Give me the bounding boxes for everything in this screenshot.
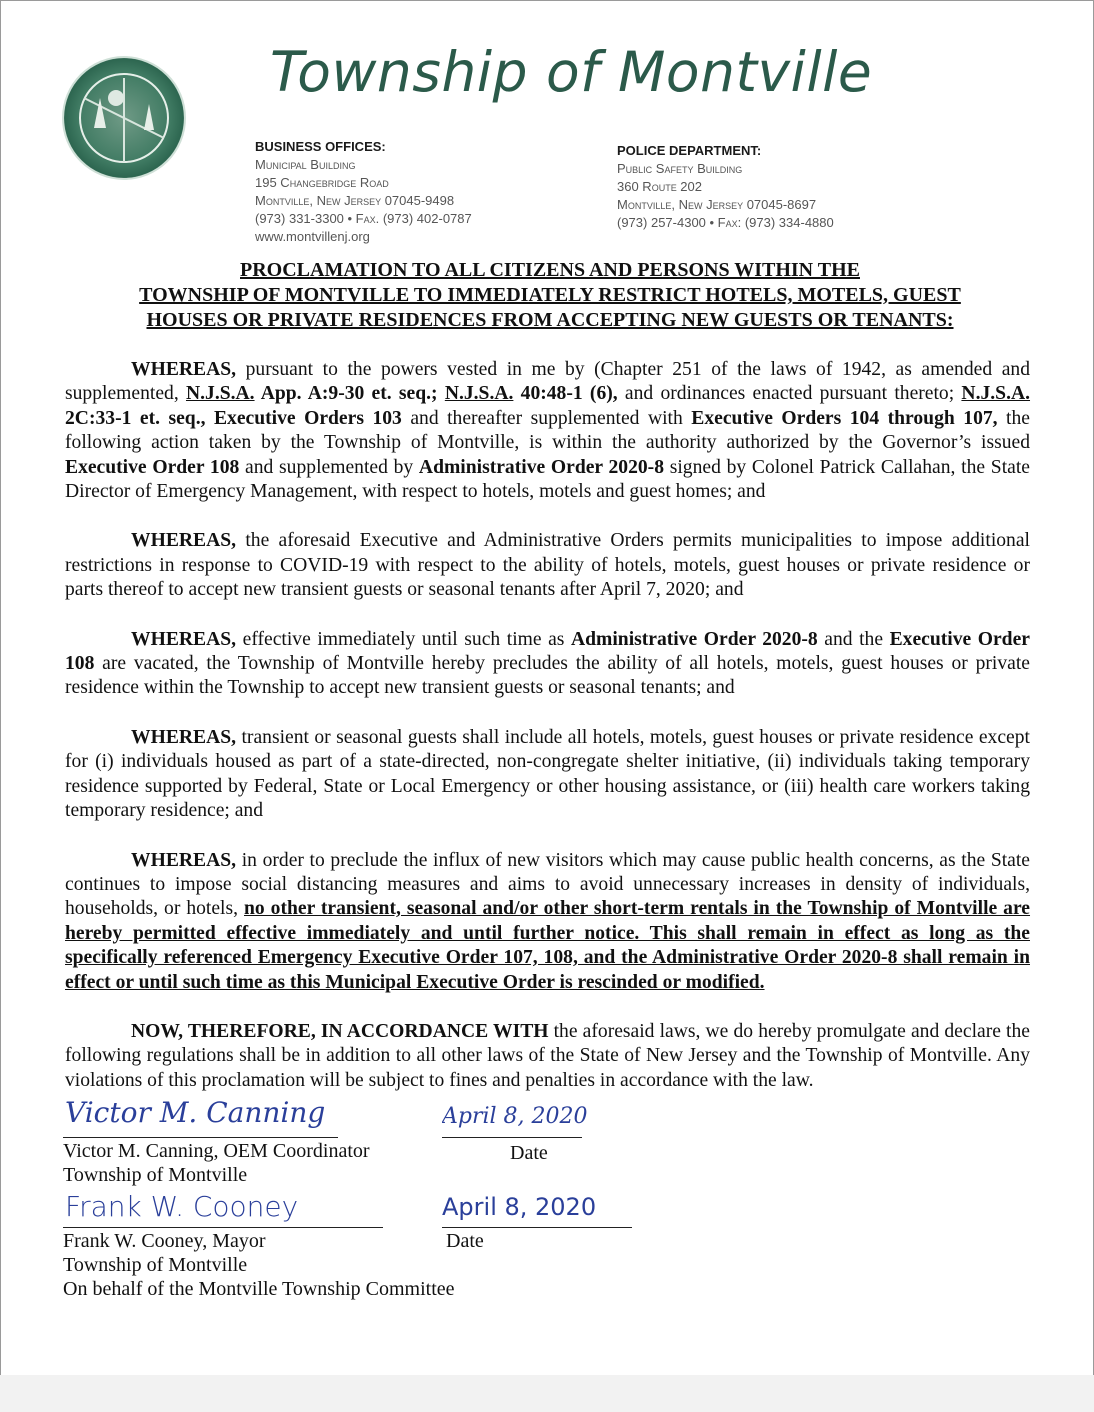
business-offices-address: [255, 138, 472, 246]
emphasized-text: no other transient, seasonal and/or other short-term rentals in the Township of Montville are hereby permitted effective immediately and until further notice. This shall remain in effect as long as the specifically referenced Emergency Executive Order 107, 108, and the Administrative Order 2020-8 shall remain in effect or until such time as this Municipal Executive Order is rescinded or modified.: [65, 898, 1031, 993]
proclamation-body: [65, 358, 1030, 1093]
emphasized-text: WHEREAS,: [131, 359, 237, 380]
heading-line: PROCLAMATION TO ALL CITIZENS AND PERSONS WITHIN THE: [240, 259, 860, 281]
signer-organization: Township of Montville: [63, 1254, 248, 1277]
paragraph-text: in order to preclude the influx of new visitors which may cause public health concerns, as the State continues to impose social distancing measures and aims to avoid unnecessary increases in density of individuals, households, or hotels,: [65, 849, 1030, 920]
emphasized-text: Administrative Order 2020-8: [570, 628, 818, 650]
emphasized-text: WHEREAS,: [131, 849, 237, 871]
heading-line: HOUSES OR PRIVATE RESIDENCES FROM ACCEPTING NEW GUESTS OR TENANTS:: [146, 309, 954, 331]
emphasized-text: N.J.S.A.: [961, 383, 1031, 405]
police-department-address: [617, 142, 834, 232]
emphasized-text: NOW, THEREFORE, IN ACCORDANCE WITH: [131, 1020, 549, 1042]
signer-behalf-note: On behalf of the Montville Township Committee: [63, 1278, 455, 1301]
emphasized-text: Executive Order 108: [65, 628, 1030, 675]
website-link[interactable]: www.montvillenj.org: [255, 229, 370, 244]
whereas-paragraph: [65, 726, 1030, 824]
paragraph-text: are vacated, the Township of Montville hereby precludes the ability of all hotels, motels, guest houses or private residence within the Township to accept new transient guests or seasonal tenants; and: [65, 653, 1030, 699]
address-line: 195 Changebridge Road: [255, 175, 389, 190]
signer-name-title: Frank W. Cooney, Mayor: [63, 1230, 266, 1253]
phone-fax-line: (973) 257-4300 • Fax: (973) 334-4880: [617, 215, 834, 230]
paragraph-text: transient or seasonal guests shall include all hotels, motels, guest houses or private residence except for (i) individuals housed as part of a state-directed, non-congregate shelter initiative, (ii) individuals taking temporary residence supported by Federal, State or Local Emergency or other housing assistance, or (iii) health care workers taking temporary residence; and: [65, 726, 1030, 822]
emphasized-text: WHEREAS,: [131, 628, 237, 650]
signature-cooney: Frank W. Cooney: [65, 1190, 299, 1224]
handwritten-date: April 8, 2020: [442, 1193, 597, 1222]
township-seal-logo: [64, 58, 184, 178]
emphasized-text: 2C:33-1 et. seq., Executive Orders 103: [65, 407, 402, 429]
address-line: Public Safety Building: [617, 161, 743, 176]
document-main: [65, 358, 1030, 1303]
seal-emblem-icon: [64, 58, 184, 178]
signer-name-title: Victor M. Canning, OEM Coordinator: [63, 1140, 370, 1163]
business-offices-heading: BUSINESS OFFICES:: [255, 139, 386, 154]
emphasized-text: Executive Order 108: [65, 456, 240, 478]
proclamation-heading: [60, 258, 1040, 333]
date-label: Date: [446, 1230, 484, 1253]
paragraph-text: the aforesaid Executive and Administrative Orders permits municipalities to impose additional restrictions in response to COVID-19 with respect to the ability of hotels, motels, guest houses or private residence or parts thereof to accept new transient guests or seasonal tenants after April 7, 2020; and: [65, 530, 1030, 601]
emphasized-text: WHEREAS,: [131, 726, 237, 748]
paragraph-text: the following action taken by the Township of Montville, is within the authority authorized by the Governor’s issued: [65, 407, 1030, 454]
whereas-paragraph: [65, 849, 1030, 995]
signer-organization: Township of Montville: [63, 1164, 248, 1187]
address-line: Municipal Building: [255, 157, 356, 172]
paragraph-text: effective immediately until such time as: [236, 628, 571, 650]
date-line: [442, 1137, 582, 1138]
emphasized-text: 40:48-1 (6),: [513, 383, 618, 405]
emphasized-text: N.J.S.A.: [444, 383, 514, 405]
signature-canning: Victor M. Canning: [65, 1096, 326, 1130]
emphasized-text: Administrative Order 2020-8: [418, 456, 665, 478]
heading-line: TOWNSHIP OF MONTVILLE TO IMMEDIATELY RESTRICT HOTELS, MOTELS, GUEST: [139, 284, 961, 306]
whereas-paragraph: [65, 358, 1030, 504]
address-line: Montville, New Jersey 07045-8697: [617, 197, 817, 212]
emphasized-text: N.J.S.A.: [185, 383, 255, 405]
paragraph-text: and thereafter supplemented with: [401, 407, 692, 429]
paragraph-text: and ordinances enacted pursuant thereto;: [617, 383, 962, 405]
paragraph-text: and supplemented by: [239, 456, 419, 478]
page-bottom-margin: [0, 1375, 1094, 1412]
paragraph-text: the aforesaid laws, we do hereby promulgate and declare the following regulations shall be in addition to all other laws of the State of New Jersey and the Township of Montville. Any violations of this proclamation will be subject to fines and penalties in accordance with the law.: [65, 1020, 1030, 1091]
handwritten-date: April 8, 2020: [442, 1104, 588, 1130]
emphasized-text: Executive Orders 104 through 107,: [691, 407, 998, 429]
paragraph-text: and the: [817, 628, 890, 650]
police-department-heading: POLICE DEPARTMENT:: [617, 143, 762, 158]
whereas-paragraph: [65, 628, 1030, 701]
date-label: Date: [510, 1142, 548, 1165]
emphasized-text: WHEREAS,: [131, 530, 237, 552]
signature-line: [63, 1227, 383, 1228]
whereas-paragraph: [65, 1020, 1030, 1093]
township-title: Township of Montville: [270, 40, 873, 104]
paragraph-text: signed by Colonel Patrick Callahan, the State Director of Emergency Management, with respect to hotels, motels and guest homes; and: [65, 456, 1030, 503]
paragraph-text: [438, 383, 445, 404]
date-line: [442, 1227, 632, 1228]
signature-line: [63, 1137, 338, 1138]
paragraph-text: pursuant to the powers vested in me by (Chapter 251 of the laws of 1942, as amended and supplemented,: [65, 359, 1030, 405]
emphasized-text: App. A:9-30 et. seq.;: [254, 383, 438, 405]
address-line: 360 Route 202: [617, 179, 702, 194]
address-line: Montville, New Jersey 07045-9498: [255, 193, 455, 208]
whereas-paragraph: [65, 529, 1030, 602]
signature-block: [63, 1093, 1030, 1303]
phone-fax-line: (973) 331-3300 • Fax. (973) 402-0787: [255, 211, 472, 226]
